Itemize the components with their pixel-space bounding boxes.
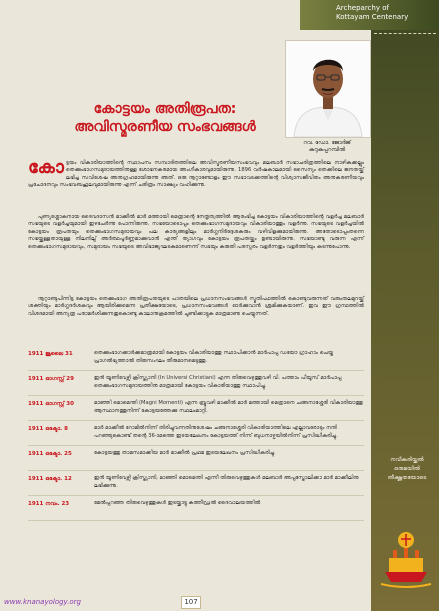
footer-url[interactable]: www.knanayology.org: [4, 598, 81, 606]
centenary-emblem-icon: [377, 528, 435, 588]
timeline-date: 1911 ഒക്ടോ. 25: [28, 451, 72, 457]
author-caption: [286, 140, 368, 154]
timeline-date: 1911 ഓഗസ്റ്റ് 29: [28, 376, 74, 382]
timeline-description: കോട്ടയത്തു താമസമാക്കിയ മാർ മാക്കീൽ പ്രഥമ ഇടയലേഖനം പ്രസിദ്ധീകരിച്ചു.: [94, 450, 276, 456]
second-paragraph: പുണ്യശ്ലോകനായ ദൈവദാസൻ മാക്കീൽ മാർ മത്തായി മെത്രാന്റെ നേതൃത്വത്തിൽ ആരംഭിച്ച കോട്ടയം വികാരിയാത്തിന്റെ വളർച്ച മലബാർ സഭയുടെ വളർച്ചയുമായി ഇഴചേർന്നു പോന്നിരുന്നു. സഭയോടൊപ്പം തെക്കുംഭാഗസമുദായവും വികാരിയാത്തും വളർന്നു. സഭയുടെ വളർച്ചയിൽ കോട്ടയം രൂപതയും തെക്കുംഭാഗസമുദായവും പല കാര്യങ്ങളിലും മാർഗ്ഗനിർദ്ദേശകരും വഴിവിളക്കുമായിരുന്നു. അതോടൊപ്പംതന്നെ സഭയ്ക്കുള്ളതായുള്ള നിലനില്പ് അർത്ഥപൂർണ്ണമാക്കുവാൻ എന്ത് ത്യാഗവും കോട്ടയം രൂപതയ്ക്കും ഉണ്ടായിരുന്നു. സഭയാണ്ടു വരുന്ന എന്ന് തെക്കുംഭാഗസമുദായവും, സമുദായം സഭയുടെ അവിഭാജ്യഘടകമാണെന്ന് സഭയും കരുതി പരസ്പരം വളർന്നതും വളർത്തിയും കടന്നുപോന്നു.: [28, 214, 364, 250]
drop-cap: കോ: [28, 157, 64, 178]
sidebar-strip: [371, 0, 439, 611]
timeline-description: മാഞ്ഞി മൊമെന്തി (Magni Momenti) എന്ന ബ്രൂവഴി മാക്കീൽ മാർ മത്തായി മെത്രാനെ ചങ്ങനാശ്ശേരി വികാരിയാത്തു ആസ്ഥാനത്തുനിന്ന് കോട്ടയത്തേക്കു സ്ഥലംമാറ്റി.: [94, 400, 364, 414]
timeline-description: മാർ മാക്കീൽ റോമിൽനിന്ന് തിരിച്ചുവന്നതിനുശേഷം ചങ്ങനാശ്ശേരി വികാരിയാത്തിലെ എല്ലാവരോടും നന്ദി പറഞ്ഞുകൊണ്ട് തന്റെ 36-ാമത്തെ ഇടയലേഖനം കോട്ടയത്ത് നിന്ന് ബുധനാഴ്ചയിൽനിന്ന് പ്രസിദ്ധീകരിച്ചു.: [94, 425, 338, 439]
sidebar-caption-line3: തീക്ഷ്ണതയോടെ: [387, 475, 427, 481]
sidebar-caption-line2: ഒരുമയിൽ: [394, 466, 420, 472]
timeline-description: മേൽപ്പറഞ്ഞ തിരുവെഴുത്തുകൾ ഇടയ്ക്കാട്ടു കത്തീഡ്രൽ ദൈവാലയത്തിൽ: [94, 500, 261, 506]
author-portrait: [285, 40, 371, 138]
page-number: 107: [181, 596, 201, 609]
archeparchy-tag-line1: Archeparchy of: [336, 4, 389, 12]
author-surname: കറുകപ്പറമ്പിൽ: [308, 147, 346, 153]
timeline-row: [28, 371, 364, 396]
timeline-row: [28, 421, 364, 446]
intro-paragraph: [28, 157, 364, 190]
timeline-row: [28, 346, 364, 371]
author-name: റവ. ഡോ. ജോർജ്: [303, 140, 351, 146]
timeline-row: [28, 446, 364, 471]
timeline-date: 1911 ജൂലൈ 31: [28, 351, 73, 357]
sidebar-caption-line1: നവീകരിയ്ക്കൽ: [390, 457, 424, 463]
intro-paragraph-text: ട്ടയം വികാരിയാത്തിന്റെ സ്ഥാപനം സമ്പാദിതത്തിലെ അവിസ്മരണീയസംഭവവും മലബാർ സഭാചരിത്രത്തിലെ നാഴികക്കല്ലും തെക്കുംഭാഗസമുദായത്തിനുള്ള ശോഭനകരമായ അംഗീകാരവുമായിരുന്നു. 1896 വർഷകാലമായി സൈന്യം തെക്കിലെ ജനതയ്ക്ക് ലഭിച്ച സവിശേഷ അനുഗ്രഹമായിരുന്നു അത്. ഒരു നൂറ്റാണ്ടോളം ഈ സഭാവടക്കത്തിന്റെ വിശ്വാസജീവിതം അനുകരണീയവും പ്രചോദനവും സംഭവബഹുലവുമായിരുന്നു എന്ന് ചരിത്രം സാക്ഷ്യം വഹിക്കുന്നു.: [28, 160, 364, 189]
timeline-description: ഇൻ യൂണിവേഴ്സി ക്രിസ്ത്യാനി, മാഞ്ഞി മൊമെന്തി എന്നീ തിരുവെഴുത്തുകൾ മലബാർ അപ്പസ്തോലിക്കാ മാർ മാക്കീലിനു ലഭിക്കുന്നു.: [94, 475, 359, 489]
third-paragraph: നൂറ്റാണ്ടുപിന്നിട്ട കോട്ടയം തെക്കുംഭാഗ അതിരൂപതയുടെ പാതയിലെ പ്രധാനസംഭവങ്ങൾ സ്മൃതിപഥത്തിൽ കൊണ്ടുവരുന്നത് വരുംതലമുറയ്ക്ക് ശക്തിയും മാർഗ്ഗദർശകവും ആയിരിക്കുമെന്ന പ്രതീക്ഷയോടെ, പ്രധാനസംഭവങ്ങൾ ഓർക്കുവാൻ ശ്രമിക്കുകയാണ്. ഇവ ഈ ഗ്രന്ഥത്തിൽ വിശദമായി അന്യത്ര പരാമർശിക്കുന്നതുകൊണ്ടു കാലാനുക്രമത്തിൽ ചൂണ്ടിക്കാട്ടുക മാത്രമാണു ചെയ്യുന്നത്.: [28, 296, 364, 317]
timeline-description: തെക്കുംഭാഗക്കാർക്കുമാത്രമായി കോട്ടയം വികാരിയാത്തു സ്ഥാപിക്കാൻ മാർപാപ്പ ഡയോ ഗ്രാഹാം ചെയ്ത പ്രാഗൽഭ്യത്താൽ തിരുസംഘം തീരുമാനമെടുത്തു.: [94, 350, 334, 364]
timeline-date: 1911 നവം. 23: [28, 501, 70, 507]
article-title-line1: കോട്ടയം അതിരൂപത:: [93, 101, 237, 117]
archeparchy-tag: [300, 0, 439, 30]
timeline-date: 1911 ഒക്ടോ. 8: [28, 426, 68, 432]
timeline-row: [28, 471, 364, 496]
timeline-row: [28, 396, 364, 421]
article-title: [60, 100, 270, 136]
article-title-line2: അവിസ്മരണീയ സംഭവങ്ങൾ: [74, 119, 256, 135]
timeline-date: 1911 ഓഗസ്റ്റ് 30: [28, 401, 74, 407]
sidebar-caption: [378, 456, 436, 483]
timeline-table: [28, 346, 364, 521]
timeline-description: ഇൻ യൂണിവേഴ്സി ക്രിസ്ത്യാനി (In Universi Christiani) എന്ന തിരുവെഴുത്തുവഴി വി. പത്താം പീയൂസ് മാർപാപ്പ തെക്കുംഭാഗസമുദായത്തിനു മാത്രമായി കോട്ടയം വികാരിയാത്തു സ്ഥാപിച്ചു.: [94, 375, 342, 389]
author-portrait-image: [286, 41, 370, 137]
timeline-date: 1911 ഒക്ടോ. 12: [28, 476, 72, 482]
archeparchy-tag-line2: Kottayam Centenary: [336, 13, 409, 21]
timeline-row: [28, 496, 364, 521]
dotted-divider: [374, 33, 436, 34]
